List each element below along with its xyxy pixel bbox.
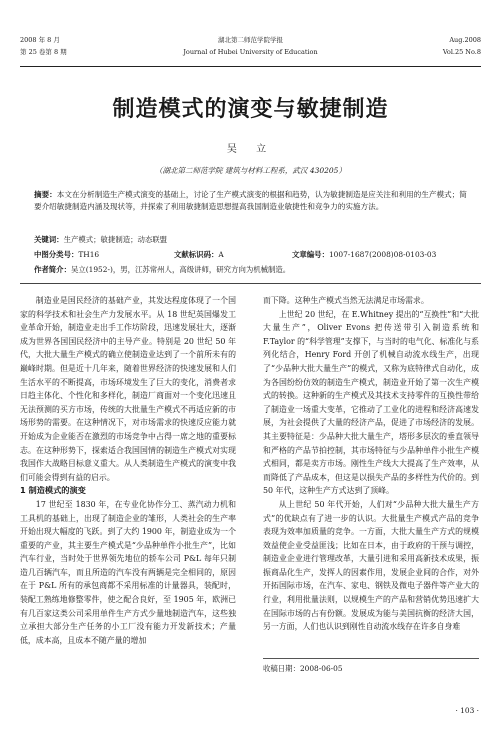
article-number-label: 文章编号： — [292, 250, 329, 259]
doc-code-value: A — [218, 250, 224, 259]
body-column-left — [20, 294, 236, 647]
classification-line — [34, 249, 467, 260]
keywords-text: 生产模式；敏捷制造；动态联盟 — [63, 235, 168, 244]
doc-code-label: 文献标识码： — [174, 250, 219, 259]
clc-value: TH16 — [78, 250, 100, 259]
running-header — [20, 36, 481, 67]
journal-name-zh: 湖北第二师范学院学报 — [218, 36, 283, 44]
header-volume: 第 25 卷第 8 期 — [20, 48, 67, 56]
journal-name-en: Journal of Hubei University of Education — [183, 48, 318, 56]
paragraph: 17 世纪至 1830 年，在专业化协作分工、蒸汽动力机和工具机的基础上，出现了制造企业的雏形，人类社会的生产率开始出现大幅度的飞跃。到了大约 1900 年，制造业成为一个重要的产业，其主要生产模式是“少品种单件小批生产”，比如汽车行业，当时处于世界领先地位的轿车公司 P&L 每年只制造几百辆汽车，而且所造的汽车没有两辆是完全相同的，原因在于 P&L 所有的承包商都不采用标准的计量器具，装配时，装配工熟练地修整零件，使之配合良好，至 1905 年，欧洲已有几百家这类公司采用单件生产方式少量地制造汽车，这些独立承担大部分生产任务的小工厂没有能力开发新技术；产量低，成本高，且成本不随产量的增加 — [20, 499, 236, 645]
article-title: 制造模式的演变与敏捷制造 — [112, 97, 389, 122]
keywords — [34, 234, 467, 245]
page-number: · 103 · — [455, 706, 479, 715]
keywords-label: 关键词： — [34, 235, 64, 244]
received-date-footnote: 收稿日期：2008-06-05 — [263, 658, 479, 674]
header-volume-en: Vol.25 No.8 — [442, 48, 481, 56]
section-heading: 1 制造模式的演变 — [20, 485, 86, 496]
paragraph: 上世纪 20 世纪，在 E.Whitney 提出的“互换性”和“大批大量生产”，Oliver Evons 把传送带引入制造系统和 F.Taylor 的“科学管理”支撑下，与当时的电气化、标准化与系列化结合，Henry Ford 开创了机械自动流水线生产，出现了“少品种大批大量生产”的模式，又称为底特律式自动化，成为各国纷纷仿效的制造生产模式，制造业开始了第一次生产模式的转换。这种新的生产模式及其技术支持零件的互换性带给了制造业一场重大变革，它推动了工业化的进程和经济高速发展，为社会提供了大量的经济产品，促进了市场经济的发展。其主要特征是：少品种大批大量生产，塔形多层次的垂直领导和严格的产品节拍控制，其市场特征与少品种单件小批生产模式相同，都是卖方市场。刚性生产线大大提高了生产效率，从而降低了产品成本，但这是以损失产品的多样性为代价的。到 50 年代，这种生产方式达到了顶峰。 — [263, 309, 479, 496]
paragraph: 制造业是国民经济的基础产业，其发达程度体现了一个国家的科学技术和社会生产力发展水平。从 18 世纪英国爆发工业革命开始，制造业走出手工作坊阶段，迅速发展壮大，逐渐成为世界各国国民经济中的主导产业。特别是 20 世纪 50 年代，大批大量生产模式的确立使制造业达到了一个前所未有的巅峰时期。但是近十几年来，随着世界经济的快速发展和人们生活水平的不断提高，市场环境发生了巨大的变化，消费者求日趋主体化、个性化和多样化，制造厂商面对一个变化迅速且无法预测的买方市场，传统的大批量生产模式不再适应新的市场形势的需要。在这种情况下，对市场需求的快速反应能力就开始成为企业能否在激烈的市场竞争中占得一席之地的重要标志。在这种形势下，探索适合我国国情的制造生产模式对实现我国作大战略目标意义重大。从人类制造生产模式的演变中我们可能会得到有益的启示。 — [20, 296, 236, 482]
author-bio — [34, 264, 467, 275]
header-date-en: Aug.2008 — [449, 36, 481, 44]
paragraph: 从上世纪 50 年代开始，人们对“少品种大批大量生产方式”的优缺点有了进一步的认识。大批量生产模式产品的竞争表现为效率加质量的竞争。一方面，大批大量生产方式的规模效益使企业受益匪浅；比如在日本，由于政府的干预与调控，制造业企业进行管理改革，大量引进和采用高新技术成果，振振商品化生产，发挥人的因素作用，发展企业间的合作，对外开拓国际市场，在汽车、家电、钢铁及微电子器件等产业大的行业，利用批量法则，以规模生产的产品和营销优势迅速扩大在国际市场的占有份额。发展成为能与美国抗衡的经济大国，另一方面，人们也认识到刚性自动流水线存在许多自身难 — [263, 499, 479, 632]
author-bio-label: 作者简介： — [34, 265, 71, 274]
author-affiliation: （湖北第二师范学院 建筑与材料工程系，武汉 430205） — [155, 166, 346, 175]
section-divider — [20, 283, 481, 284]
abstract-label: 摘要： — [34, 190, 57, 199]
paragraph: 而下降。这种生产模式当然无法满足市场需求。 — [263, 296, 429, 305]
clc-label: 中图分类号： — [34, 250, 79, 259]
abstract-text: 本文在分析制造生产模式演变的基础上，讨论了生产模式演变的根据和趋势，认为敏捷制造是应关注和利用的生产模式；简要介绍敏捷制造内涵及现状等，并探索了利用敏捷制造思想提高我国制造业敏捷性和竞争力的实施方法。 — [34, 190, 467, 211]
body-column-right — [263, 294, 479, 634]
header-date: 2008 年 8 月 — [20, 36, 60, 44]
article-number-value: 1007-1687(2008)08-0103-03 — [328, 250, 437, 259]
author-bio-text: 吴立(1952-)，男，江苏常州人，高级讲师，研究方向为机械制造。 — [70, 265, 291, 274]
author-name: 吴 立 — [226, 144, 275, 155]
abstract — [34, 189, 467, 213]
